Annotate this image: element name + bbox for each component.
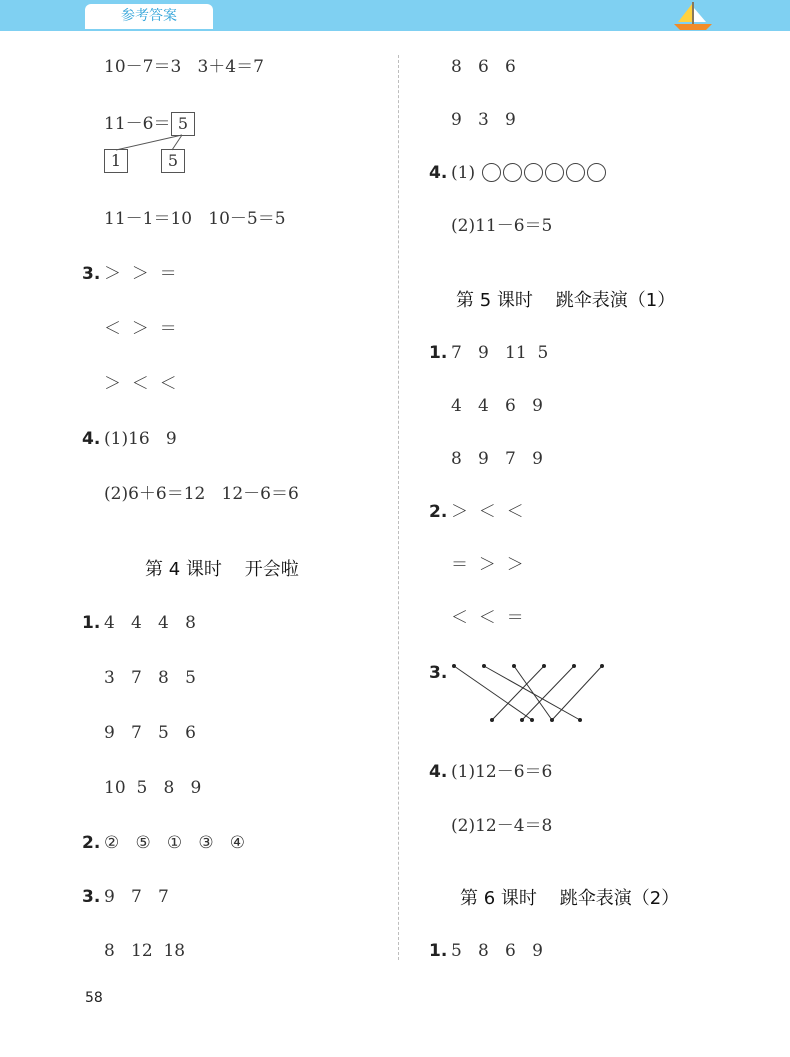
answer-circle — [503, 163, 522, 182]
circle-answer-row — [482, 163, 606, 182]
question-number: 4. — [429, 163, 448, 183]
answer-line: ＞ ＜ ＜ — [104, 374, 177, 394]
section-heading: 第 6 课时 跳伞表演（2） — [460, 888, 680, 909]
page-number: 58 — [85, 990, 103, 1006]
answer-circle — [482, 163, 501, 182]
column-divider — [398, 55, 399, 960]
question-number: 2. — [429, 502, 448, 522]
answer-line: ＜ ＞ ＝ — [104, 319, 177, 339]
answer-line: 11－1＝10 10－5＝5 — [104, 209, 286, 229]
section-heading: 第 4 课时 开会啦 — [145, 559, 299, 580]
question-number: 4. — [429, 762, 448, 782]
top-bar — [0, 0, 790, 31]
matching-lines-diagram — [448, 660, 613, 730]
answer-circle — [524, 163, 543, 182]
answer-line: 4 4 6 9 — [451, 396, 543, 416]
answer-line: 8 6 6 — [451, 57, 516, 77]
answer-line: 9 7 7 — [104, 887, 169, 907]
answer-line: (1)16 9 — [104, 429, 177, 449]
answer-line: (1) — [451, 163, 476, 183]
answer-line: 9 7 5 6 — [104, 723, 196, 743]
answer-line: ＞ ＞ ＝ — [104, 264, 177, 284]
decomposition-box-right: 5 — [161, 149, 185, 173]
answer-line: 10－7＝3 3＋4＝7 — [104, 57, 264, 77]
question-number: 4. — [82, 429, 101, 449]
answer-line: ② ⑤ ① ③ ④ — [104, 833, 246, 853]
answer-line: ＜ ＜ ＝ — [451, 608, 524, 628]
sailboat-icon — [660, 0, 730, 31]
decomposition-box-left: 1 — [104, 149, 128, 173]
decomposition-equation: 11－6＝ — [104, 114, 171, 134]
answer-circle — [587, 163, 606, 182]
answer-circle — [566, 163, 585, 182]
answer-line: 7 9 11 5 — [451, 343, 549, 363]
answer-key-tab: 参考答案 — [85, 4, 213, 29]
answer-line: ＞ ＜ ＜ — [451, 502, 524, 522]
answer-line: 8 9 7 9 — [451, 449, 543, 469]
question-number: 1. — [429, 941, 448, 961]
decomposition-box-top: 5 — [171, 112, 195, 136]
answer-line: 10 5 8 9 — [104, 778, 202, 798]
answer-line: (2)12－4＝8 — [451, 816, 553, 836]
section-heading: 第 5 课时 跳伞表演（1） — [456, 290, 676, 311]
answer-line: (2)6＋6＝12 12－6＝6 — [104, 484, 299, 504]
answer-line: ＝ ＞ ＞ — [451, 555, 524, 575]
answer-line: 5 8 6 9 — [451, 941, 543, 961]
question-number: 2. — [82, 833, 101, 853]
answer-line: (2)11－6＝5 — [451, 216, 553, 236]
answer-circle — [545, 163, 564, 182]
question-number: 1. — [429, 343, 448, 363]
question-number: 1. — [82, 613, 101, 633]
question-number: 3. — [429, 663, 448, 683]
answer-line: 3 7 8 5 — [104, 668, 196, 688]
answer-line: 4 4 4 8 — [104, 613, 196, 633]
answer-line: 9 3 9 — [451, 110, 516, 130]
answer-line: 8 12 18 — [104, 941, 186, 961]
question-number: 3. — [82, 887, 101, 907]
answer-line: (1)12－6＝6 — [451, 762, 553, 782]
question-number: 3. — [82, 264, 101, 284]
